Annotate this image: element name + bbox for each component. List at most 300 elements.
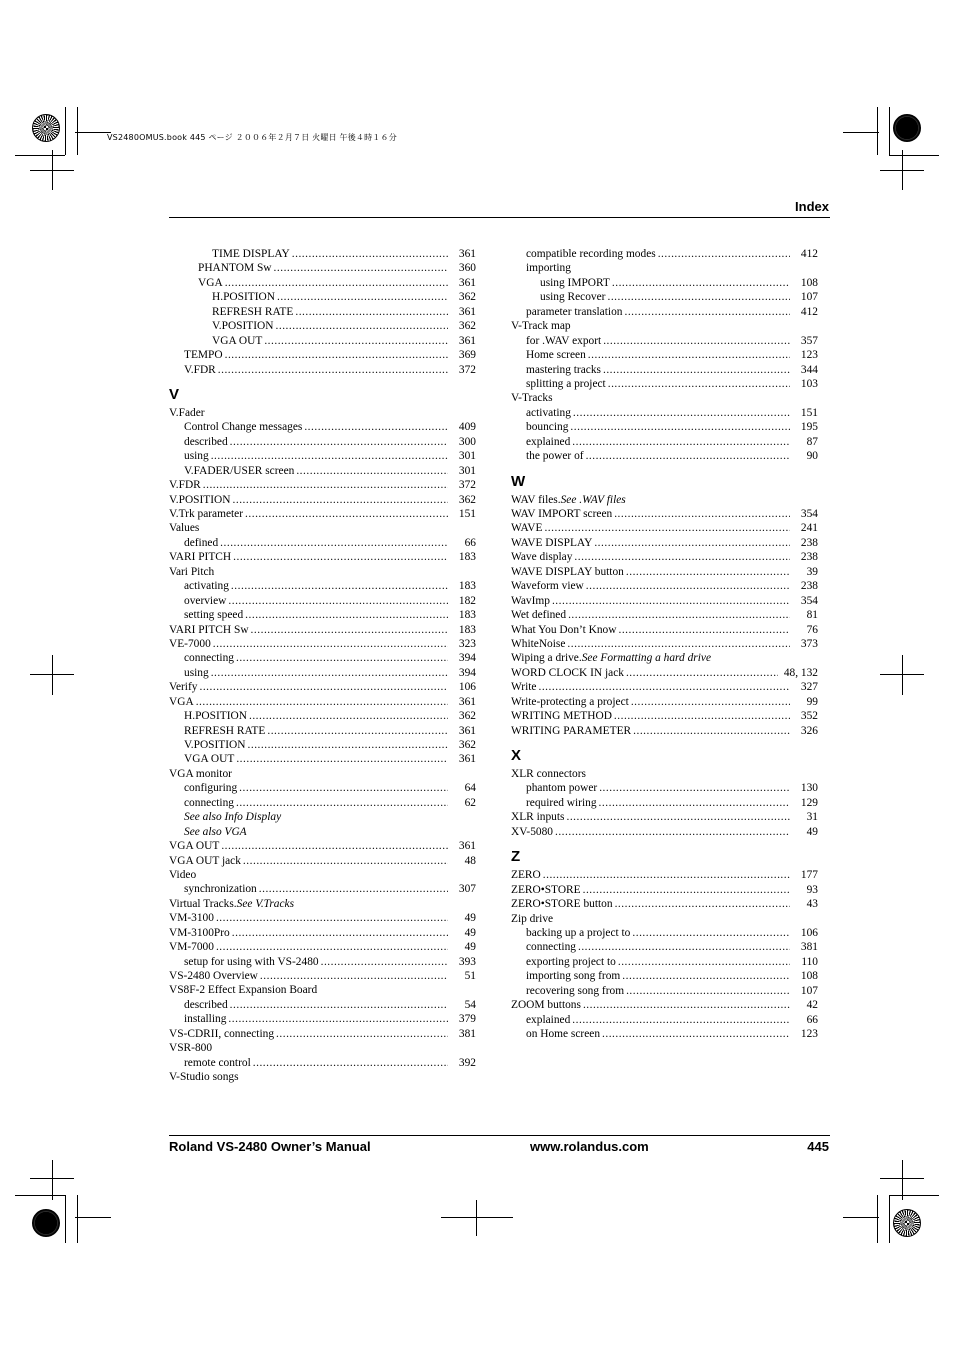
index-term: connecting <box>184 796 234 809</box>
index-term: explained <box>526 435 571 448</box>
index-term: the power of <box>526 450 584 463</box>
dot-leader <box>594 536 790 550</box>
dot-leader <box>230 435 448 449</box>
dot-leader <box>608 377 790 391</box>
dot-leader <box>572 435 790 449</box>
index-term: Wiping a drive. <box>511 652 582 665</box>
index-term: WAV files. <box>511 493 561 506</box>
page-reference: 361 <box>458 276 476 289</box>
dot-leader <box>632 926 790 940</box>
index-term: using <box>184 450 209 463</box>
index-term: PHANTOM Sw <box>198 262 272 275</box>
dot-leader <box>245 608 448 622</box>
index-entry <box>511 391 818 405</box>
page-reference: 360 <box>458 262 476 275</box>
page-reference: 106 <box>800 926 818 939</box>
index-entry <box>511 550 818 564</box>
page-reference: 357 <box>800 334 818 347</box>
page-reference: 49 <box>464 941 476 954</box>
index-term: described <box>184 435 228 448</box>
page-reference: 183 <box>458 551 476 564</box>
dot-leader <box>626 984 790 998</box>
dot-leader <box>626 565 790 579</box>
page-reference: 238 <box>800 551 818 564</box>
index-entry <box>169 839 476 853</box>
dot-leader <box>211 449 448 463</box>
page-reference: 106 <box>458 681 476 694</box>
index-entry <box>169 666 476 680</box>
dot-leader <box>578 940 790 954</box>
index-term: V.FADER/USER screen <box>184 464 295 477</box>
page-reference: 51 <box>464 970 476 982</box>
index-entry <box>169 464 476 478</box>
page-reference: 393 <box>458 955 476 968</box>
index-entry <box>169 955 476 969</box>
dot-leader <box>230 998 448 1012</box>
page-reference: 412 <box>800 248 818 260</box>
dot-leader <box>259 882 448 896</box>
index-entry <box>511 305 818 319</box>
index-term: parameter translation <box>526 305 623 318</box>
index-entry <box>511 521 818 535</box>
dot-leader <box>573 406 790 420</box>
page-reference: 87 <box>806 435 818 448</box>
dot-leader <box>249 709 448 723</box>
rosette-mark-top-right <box>893 114 921 142</box>
dot-leader <box>251 623 448 637</box>
index-entry <box>511 666 818 680</box>
dot-leader <box>233 550 448 564</box>
index-entry <box>511 348 818 362</box>
index-term: activating <box>526 406 571 419</box>
index-term: V.FDR <box>184 363 216 376</box>
index-entry <box>169 724 476 738</box>
index-entry <box>511 420 818 434</box>
page-reference: 110 <box>801 955 818 968</box>
index-entry <box>169 420 476 434</box>
page-reference: 362 <box>458 739 476 751</box>
page-reference: 301 <box>458 450 476 463</box>
dot-leader <box>615 897 790 911</box>
page-reference: 93 <box>806 883 818 896</box>
page-reference: 392 <box>458 1056 476 1069</box>
rosette-mark-bottom-right <box>893 1209 921 1237</box>
index-term: WORD CLOCK IN jack <box>511 666 624 679</box>
index-term: backing up a project to <box>526 926 631 939</box>
dot-leader <box>570 420 790 434</box>
index-entry <box>511 276 818 290</box>
dot-leader <box>260 969 448 983</box>
index-term: recovering song from <box>526 984 625 997</box>
index-column-left <box>169 247 476 1085</box>
index-entry <box>169 637 476 651</box>
index-entry <box>169 882 476 896</box>
index-term: V.POSITION <box>184 739 246 751</box>
index-term: for .WAV export <box>526 334 602 347</box>
dot-leader <box>216 940 448 954</box>
index-term: WavImp <box>511 594 550 607</box>
page-reference: 412 <box>800 305 818 318</box>
dot-leader <box>264 334 448 348</box>
index-column-right <box>511 247 818 1041</box>
page-reference: 31 <box>806 811 818 824</box>
dot-leader <box>248 738 449 752</box>
dot-leader <box>267 724 448 738</box>
dot-leader <box>631 695 790 709</box>
index-entry <box>169 969 476 983</box>
page-reference: 379 <box>458 1013 476 1026</box>
index-entry <box>169 579 476 593</box>
index-entry <box>169 781 476 795</box>
index-term: explained <box>526 1013 571 1026</box>
page-reference: 195 <box>800 421 818 434</box>
page-reference: 394 <box>458 652 476 665</box>
index-entry <box>169 449 476 463</box>
page-reference: 49 <box>464 926 476 939</box>
page-reference: 361 <box>458 248 476 260</box>
dot-leader <box>304 420 448 434</box>
index-entry <box>511 565 818 579</box>
index-term: synchronization <box>184 883 257 896</box>
index-entry <box>169 319 476 333</box>
index-entry <box>169 363 476 377</box>
index-entry <box>511 926 818 940</box>
dot-leader <box>583 998 790 1012</box>
index-entry <box>511 623 818 637</box>
dot-leader <box>586 449 790 463</box>
index-term: WRITING METHOD <box>511 710 612 723</box>
page-reference: 354 <box>800 594 818 607</box>
dot-leader <box>274 261 448 275</box>
index-entry <box>511 319 818 333</box>
dot-leader <box>277 290 448 304</box>
index-entry <box>511 695 818 709</box>
dot-leader <box>618 623 790 637</box>
page-reference: 372 <box>458 479 476 492</box>
index-term: remote control <box>184 1056 251 1069</box>
index-term: VGA OUT <box>169 840 220 853</box>
page-reference: 361 <box>458 840 476 853</box>
dot-leader <box>221 839 448 853</box>
section-letter-v: V <box>169 385 180 403</box>
header-rule <box>169 217 830 218</box>
index-term: REFRESH RATE <box>212 305 294 318</box>
index-term: required wiring <box>526 796 597 809</box>
dot-leader <box>295 305 448 319</box>
dot-leader <box>239 781 448 795</box>
dot-leader <box>566 810 790 824</box>
index-term: VGA <box>169 695 194 708</box>
index-entry <box>169 854 476 868</box>
dot-leader <box>574 550 790 564</box>
page-reference: 361 <box>458 305 476 318</box>
index-term: VS-2480 Overview <box>169 970 258 982</box>
index-entry <box>169 695 476 709</box>
page-reference: 62 <box>464 796 476 809</box>
dot-leader <box>543 868 790 882</box>
dot-leader <box>544 521 790 535</box>
page-reference: 66 <box>806 1013 818 1026</box>
index-entry <box>169 810 476 824</box>
page-reference: 107 <box>800 984 818 997</box>
index-term: ZOOM buttons <box>511 999 581 1012</box>
dot-leader <box>572 1013 790 1027</box>
page-reference: 352 <box>800 710 818 723</box>
index-term: VGA OUT jack <box>169 854 241 867</box>
section-letter-z: Z <box>511 848 521 866</box>
index-entry <box>511 1027 818 1041</box>
dot-leader <box>225 276 448 290</box>
index-term: setting speed <box>184 609 244 622</box>
index-entry <box>511 825 818 839</box>
dot-leader <box>607 290 790 304</box>
dot-leader <box>233 493 449 507</box>
index-entry <box>511 998 818 1012</box>
index-term: XV-5080 <box>511 825 553 838</box>
dot-leader <box>618 955 790 969</box>
index-entry <box>169 1041 476 1055</box>
index-term: VSR-800 <box>169 1042 213 1055</box>
index-entry <box>511 449 818 463</box>
index-entry <box>511 377 818 391</box>
dot-leader <box>213 637 448 651</box>
index-entry <box>169 594 476 608</box>
index-term: activating <box>184 580 229 593</box>
index-term: VARI PITCH Sw <box>169 623 249 636</box>
dot-leader <box>658 247 790 261</box>
index-term: Control Change messages <box>184 421 303 434</box>
index-term: VS8F-2 Effect Expansion Board <box>169 984 318 997</box>
page-reference: 108 <box>800 970 818 983</box>
page-reference: 48 <box>464 854 476 867</box>
dot-leader <box>599 796 790 810</box>
dot-leader <box>603 334 790 348</box>
index-term: V-Track map <box>511 320 571 333</box>
index-entry <box>511 493 818 507</box>
index-term: V.Trk parameter <box>169 508 244 520</box>
page-reference: 49 <box>806 825 818 838</box>
index-term: bouncing <box>526 421 569 434</box>
dot-leader <box>599 781 790 795</box>
index-entry <box>511 247 818 261</box>
page-reference: 123 <box>800 1028 818 1040</box>
page-reference: 361 <box>458 753 476 766</box>
dot-leader <box>276 319 449 333</box>
dot-leader <box>231 579 448 593</box>
index-term: using IMPORT <box>540 276 610 289</box>
index-term: ZERO•STORE <box>511 883 581 896</box>
index-entry <box>511 868 818 882</box>
index-term: TIME DISPLAY <box>212 248 290 260</box>
page-reference: 54 <box>464 998 476 1011</box>
page-reference: 344 <box>800 363 818 376</box>
dot-leader <box>253 1056 448 1070</box>
index-entry <box>169 983 476 997</box>
page-reference: 327 <box>800 681 818 694</box>
page-reference: 354 <box>800 508 818 520</box>
page-reference: 107 <box>800 291 818 304</box>
index-term: WhiteNoise <box>511 637 566 650</box>
index-entry <box>169 536 476 550</box>
index-term: H.POSITION <box>184 710 247 723</box>
page-reference: 177 <box>800 869 818 882</box>
footer-page-number: 445 <box>807 1139 829 1154</box>
see-reference: See .WAV files <box>560 493 626 506</box>
index-term: splitting a project <box>526 377 606 390</box>
page-reference: 130 <box>800 782 818 795</box>
page-reference: 108 <box>800 276 818 289</box>
dot-leader <box>602 1027 790 1041</box>
index-entry <box>169 348 476 362</box>
page-reference: 76 <box>806 623 818 636</box>
index-entry <box>511 897 818 911</box>
index-entry <box>169 1070 476 1084</box>
index-term: configuring <box>184 782 238 795</box>
index-term: using <box>184 666 209 679</box>
index-term: VM-3100Pro <box>169 926 230 939</box>
index-entry <box>169 521 476 535</box>
index-entry <box>511 724 818 738</box>
index-entry <box>169 926 476 940</box>
index-entry <box>169 752 476 766</box>
page-reference: 81 <box>806 609 818 622</box>
index-entry <box>511 767 818 781</box>
footer-rule <box>169 1135 830 1136</box>
page-reference: 362 <box>458 710 476 723</box>
index-term: exporting project to <box>526 955 616 968</box>
index-term: V-Tracks <box>511 392 553 405</box>
index-entry <box>169 911 476 925</box>
index-entry <box>511 608 818 622</box>
index-entry <box>169 868 476 882</box>
page-reference: 361 <box>458 724 476 737</box>
dot-leader <box>276 1027 448 1041</box>
index-term: What You Don’t Know <box>511 623 617 636</box>
page-reference: 361 <box>458 695 476 708</box>
dot-leader <box>243 854 448 868</box>
index-term: TEMPO <box>184 349 223 362</box>
index-entry <box>511 651 818 665</box>
index-term: V.POSITION <box>169 493 231 506</box>
index-term: overview <box>184 594 227 607</box>
page-reference: 238 <box>800 536 818 549</box>
index-term: setup for using with VS-2480 <box>184 955 319 968</box>
index-entry <box>169 261 476 275</box>
index-entry <box>169 305 476 319</box>
index-term: on Home screen <box>526 1028 601 1040</box>
index-entry <box>169 478 476 492</box>
index-term: installing <box>184 1013 227 1026</box>
footer-url: www.rolandus.com <box>530 1139 649 1154</box>
index-entry <box>169 247 476 261</box>
index-term: VARI PITCH <box>169 551 232 564</box>
index-entry <box>169 738 476 752</box>
index-term: WAVE <box>511 522 543 535</box>
see-reference: See V.Tracks <box>236 897 295 910</box>
page-reference: 307 <box>458 883 476 896</box>
page-reference: 49 <box>464 912 476 925</box>
index-entry <box>511 1013 818 1027</box>
dot-leader <box>225 348 448 362</box>
index-entry <box>511 912 818 926</box>
index-term: phantom power <box>526 782 598 795</box>
dot-leader <box>614 507 790 521</box>
index-term: ZERO <box>511 869 541 882</box>
page-reference: 362 <box>458 291 476 304</box>
dot-leader <box>199 680 448 694</box>
page-reference: 42 <box>806 999 818 1012</box>
index-term: VGA monitor <box>169 767 232 780</box>
page-reference: 48, 132 <box>783 666 818 679</box>
index-entry <box>169 493 476 507</box>
index-entry <box>169 1012 476 1026</box>
index-term: defined <box>184 536 219 549</box>
index-entry <box>169 550 476 564</box>
dot-leader <box>614 709 790 723</box>
page-reference: 361 <box>458 334 476 347</box>
page-reference: 301 <box>458 464 476 477</box>
see-reference: See Formatting a hard drive <box>581 652 712 665</box>
index-entry <box>511 290 818 304</box>
index-term: WAVE DISPLAY button <box>511 565 624 578</box>
index-term: Home screen <box>526 349 586 362</box>
index-term: H.POSITION <box>212 291 275 304</box>
dot-leader <box>236 796 448 810</box>
page-reference: 372 <box>458 363 476 376</box>
index-term: Waveform view <box>511 580 584 593</box>
index-entry <box>169 680 476 694</box>
index-entry <box>169 897 476 911</box>
index-term: importing song from <box>526 970 621 983</box>
index-entry <box>169 1027 476 1041</box>
index-term: connecting <box>526 941 576 954</box>
page-reference: 103 <box>800 377 818 390</box>
index-entry <box>511 984 818 998</box>
page-reference: 151 <box>800 406 818 419</box>
page-reference: 66 <box>464 536 476 549</box>
index-entry <box>169 796 476 810</box>
dot-leader <box>624 305 790 319</box>
index-entry <box>169 1056 476 1070</box>
page-reference: 238 <box>800 580 818 593</box>
dot-leader <box>228 1012 448 1026</box>
page-reference: 183 <box>458 623 476 636</box>
page-reference: 241 <box>800 522 818 535</box>
index-entry <box>511 637 818 651</box>
index-entry <box>511 507 818 521</box>
index-term: Values <box>169 522 200 535</box>
index-entry <box>169 276 476 290</box>
page-reference: 362 <box>458 493 476 506</box>
dot-leader <box>296 464 448 478</box>
dot-leader <box>196 695 448 709</box>
page-reference: 123 <box>800 349 818 362</box>
index-entry <box>511 579 818 593</box>
index-term: V.Fader <box>169 406 205 419</box>
index-term: WAV IMPORT screen <box>511 508 613 520</box>
index-entry <box>169 406 476 420</box>
index-term: mastering tracks <box>526 363 601 376</box>
page-reference: 326 <box>800 724 818 737</box>
dot-leader <box>552 594 790 608</box>
dot-leader <box>622 969 790 983</box>
index-entry <box>511 406 818 420</box>
index-entry <box>169 608 476 622</box>
rosette-mark-top-left <box>32 114 60 142</box>
index-term: VM-3100 <box>169 912 214 925</box>
index-entry <box>511 680 818 694</box>
page-header-title: Index <box>795 199 829 214</box>
